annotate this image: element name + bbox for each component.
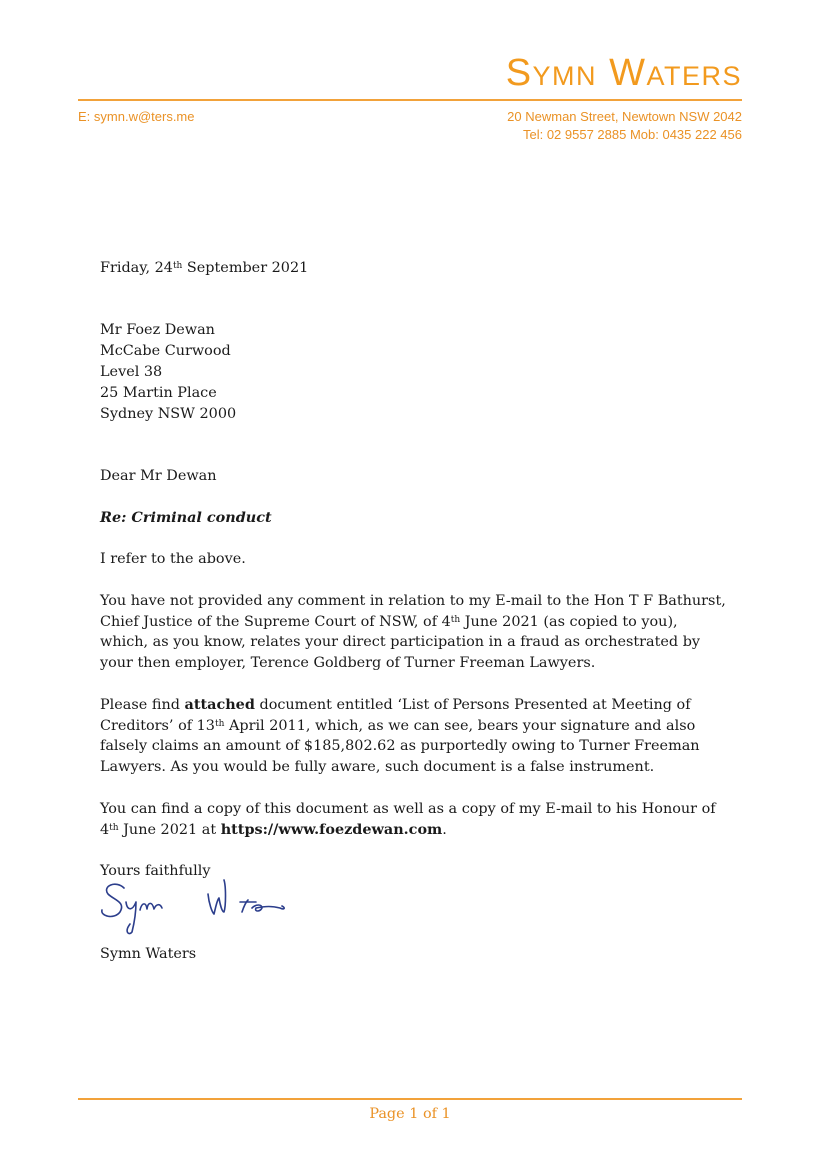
recipient-line: 25 Martin Place — [100, 384, 217, 401]
website-link[interactable]: https://www.foezdewan.com — [220, 820, 443, 838]
paragraph-4: You can find a copy of this document as well as a copy of my E-mail to his Honour of 4th June 2021 at https://www.foezdewan.com. — [100, 800, 716, 838]
closing: Yours faithfully — [100, 863, 211, 880]
letterhead-email — [78, 108, 195, 126]
page-number: Page 1 of 1 — [369, 1106, 451, 1122]
header-rule — [78, 99, 742, 101]
paragraph-1: I refer to the above. — [100, 551, 246, 568]
handwritten-signature — [96, 872, 306, 938]
paragraph-3: Please find attached document entitled ‘List of Persons Presented at Meeting of Creditors’ of 13th April 2011, which, as we can see, bears your signature and also falsely claims an amount of $185,802.62 as purportedly owing to Turner Freeman Lawyers. As you would be fully aware, such document is a false instrument. — [100, 695, 700, 776]
signature-graphic — [96, 872, 306, 938]
letterhead-contact — [507, 108, 742, 144]
recipient-line: Mr Foez Dewan — [100, 322, 215, 339]
letter-body — [100, 258, 730, 965]
paragraph-2: You have not provided any comment in relation to my E-mail to the Hon T F Bathurst, Chief Justice of the Supreme Court of NSW, of 4th June 2021 (as copied to you), which, as you know, relates your direct participation in a fraud as orchestrated by your then employer, Terence Goldberg of Turner Freeman Lawyers. — [100, 592, 726, 672]
email-text: E: symn.w@ters.me — [78, 109, 195, 124]
letter-date: Friday, 24th September 2021 — [100, 260, 309, 276]
signatory-name: Symn Waters — [100, 945, 197, 962]
letterhead-phone: Tel: 02 9557 2885 Mob: 0435 222 456 — [522, 127, 742, 142]
letterhead-address: 20 Newman Street, Newtown NSW 2042 — [507, 109, 742, 124]
recipient-line: Sydney NSW 2000 — [100, 405, 237, 422]
recipient-line: Level 38 — [100, 363, 163, 380]
recipient-line: McCabe Curwood — [100, 343, 231, 360]
salutation: Dear Mr Dewan — [100, 467, 217, 484]
footer-rule — [78, 1098, 742, 1100]
subject-line: Re: Criminal conduct — [100, 508, 272, 526]
recipient-address — [100, 320, 730, 424]
letterhead-name: Symn Waters — [505, 52, 742, 94]
